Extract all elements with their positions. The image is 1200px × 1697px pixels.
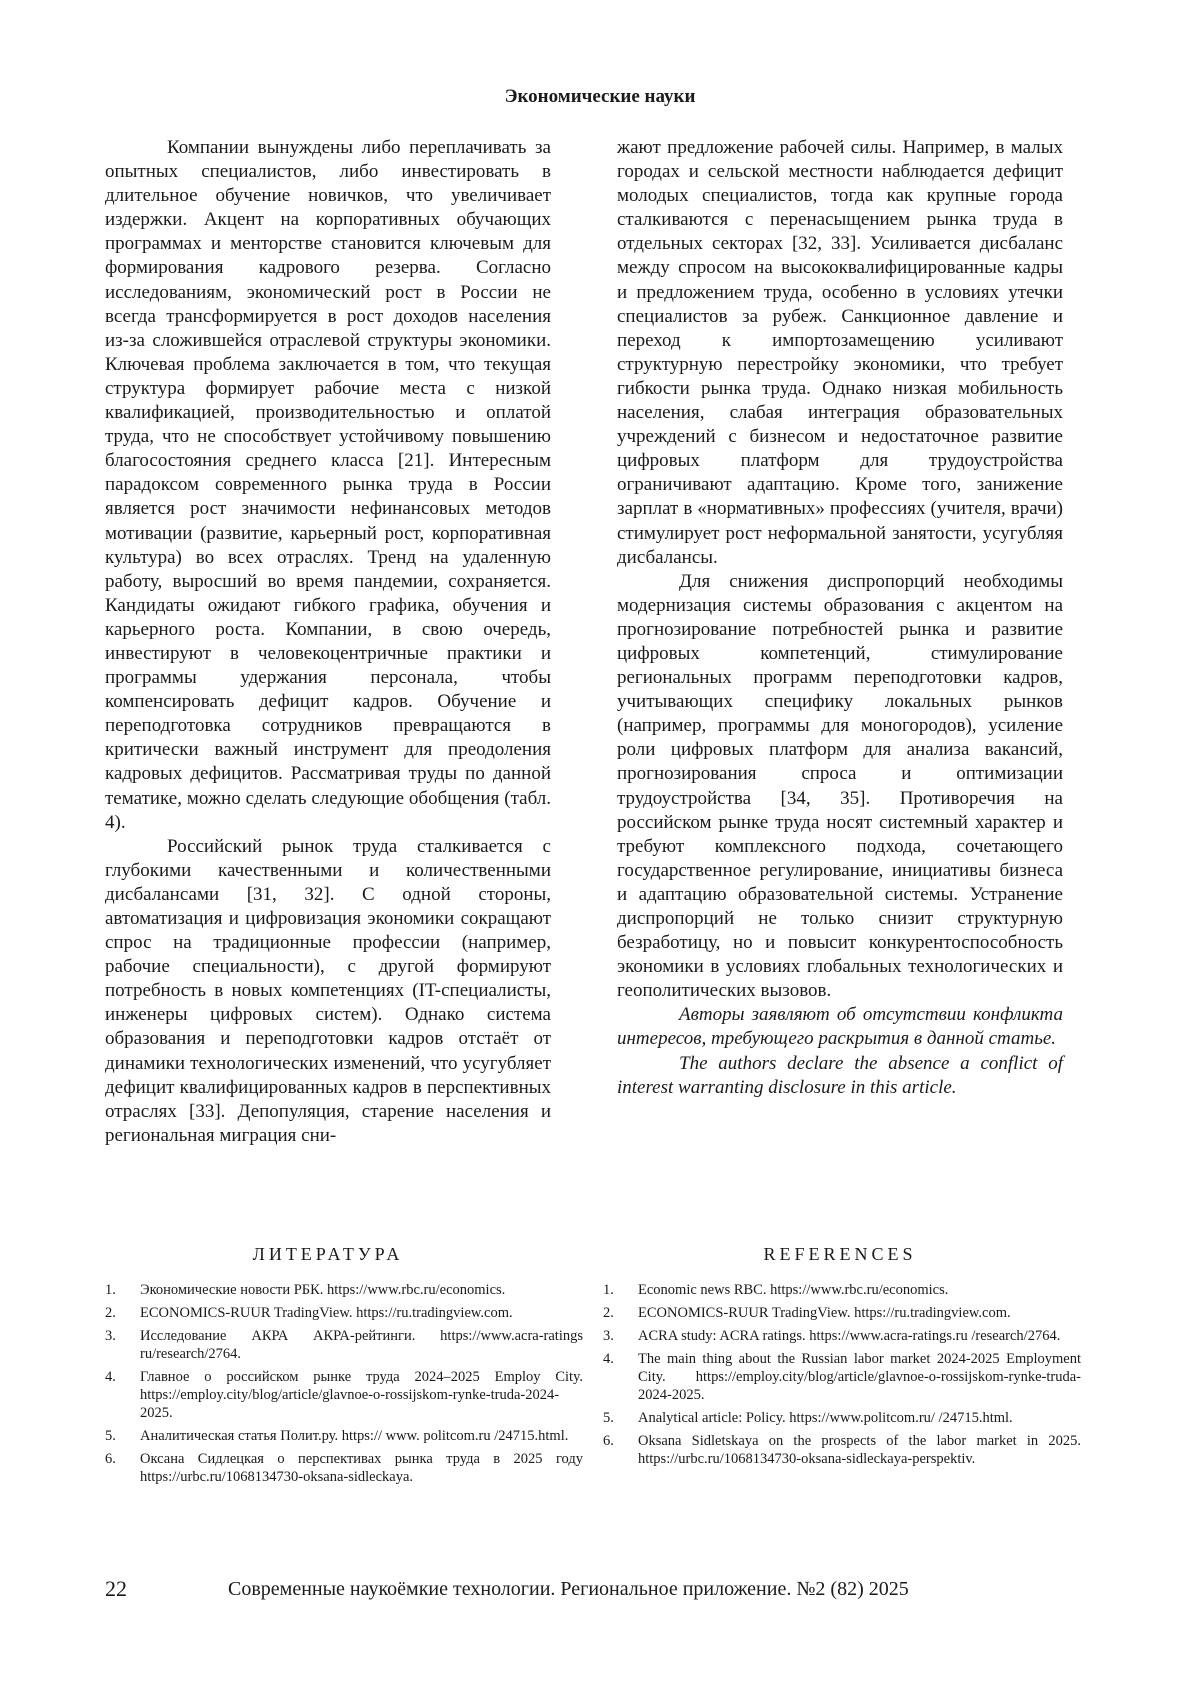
literature-item-text: Главное о российском рынке труда 2024–2025 Employ City. https://employ.city/blog/article/glavnoe-o-rossijskom-rynke-truda-2024-2025. [140, 1369, 583, 1421]
literature-item-text: Исследование АКРА АКРА-рейтинги. https://www.acra-ratings ru/research/2764. [140, 1328, 583, 1362]
reference-item-number: 6. [603, 1433, 614, 1449]
right-column [617, 136, 1063, 1100]
reference-item [603, 1304, 1081, 1322]
literature-item-text: Аналитическая статья Полит.ру. https:// www. politcom.ru /24715.html. [140, 1428, 569, 1444]
section-title: Экономические науки [504, 86, 696, 107]
literature-item [105, 1450, 583, 1486]
left-column [105, 136, 551, 1148]
reference-item-number: 3. [603, 1328, 614, 1344]
literature-item-number: 5. [105, 1428, 116, 1444]
reference-item-number: 2. [603, 1305, 614, 1321]
reference-item-text: Oksana Sidletskaya on the prospects of the labor market in 2025. https://urbc.ru/1068134730-oksana-sidleckaya-perspektiv. [638, 1433, 1081, 1467]
literature-item-number: 4. [105, 1369, 116, 1385]
reference-item [603, 1350, 1081, 1404]
reference-item [603, 1281, 1081, 1299]
reference-item [603, 1432, 1081, 1468]
literature-item-number: 6. [105, 1451, 116, 1467]
literature-item [105, 1281, 583, 1299]
reference-item-text: Analytical article: Policy. https://www.politcom.ru/ /24715.html. [638, 1410, 1013, 1426]
right-paragraph-1: жают предложение рабочей силы. Например, в малых городах и сельской местности наблюдается дефицит молодых специалистов, тогда как крупные города сталкиваются с перенасыщением рынка труда в отдельных секторах [32, 33]. Усиливается дисбаланс между спросом на высококвалифицированные кадры и предложением труда, особенно в условиях утечки специалистов за рубеж. Санкционное давление и переход к импортозамещению усиливают структурную перестройку экономики, что требует гибкости рынка труда. Однако низкая мобильность населения, слабая интеграция образовательных учреждений с бизнесом и недостаточное развитие цифровых платформ для трудоустройства ограничивают адаптацию. Кроме того, занижение зарплат в «нормативных» профессиях (учителя, врачи) стимулирует рост неформальной занятости, усугубляя дисбалансы. [617, 137, 1063, 568]
reference-item-text: ECONOMICS-RUUR TradingView. https://ru.tradingview.com. [638, 1305, 1011, 1321]
left-paragraph-1: Компании вынуждены либо переплачивать за опытных специалистов, либо инвестировать в длительное обучение новичков, что увеличивает издержки. Акцент на корпоративных обучающих программах и менторстве становится ключевым для формирования кадрового резерва. Согласно исследованиям, экономический рост в России не всегда трансформируется в рост доходов населения из-за сложившейся отраслевой структуры экономики. Ключевая проблема заключается в том, что текущая структура формирует рабочие места с низкой квалификацией, производительностью и оплатой труда, что не способствует устойчивому повышению благосостояния среднего класса [21]. Интересным парадоксом современного рынка труда в России является рост значимости нефинансовых методов мотивации (развитие, карьерный рост, корпоративная культура) во всех отраслях. Тренд на удаленную работу, выросший во время пандемии, сохраняется. Кандидаты ожидают гибкого графика, обучения и карьерного роста. Компании, в свою очередь, инвестируют в человекоцентричные практики и программы удержания персонала, чтобы компенсировать дефицит кадров. Обучение и переподготовка сотрудников превращаются в критически важный инструмент для преодоления кадровых дефицитов. Рассматривая труды по данной тематике, можно сделать следующие обобщения (табл. 4). [105, 137, 551, 833]
literature-item-number: 3. [105, 1328, 116, 1344]
literature-item-text: Экономические новости РБК. https://www.rbc.ru/economics. [140, 1282, 506, 1298]
literature-item-number: 1. [105, 1282, 116, 1298]
references-heading: REFERENCES [763, 1244, 917, 1264]
literature-item [105, 1427, 583, 1445]
literature-item-text: Оксана Сидлецкая о перспективах рынка труда в 2025 году https://urbc.ru/1068134730-oksana-sidleckaya. [140, 1451, 583, 1485]
literature-item [105, 1304, 583, 1322]
literature-list [105, 1281, 583, 1491]
literature-heading: ЛИТЕРАТУРА [252, 1244, 404, 1264]
reference-item-text: Economic news RBC. https://www.rbc.ru/economics. [638, 1282, 949, 1298]
right-paragraph-2: Для снижения диспропорций необходимы модернизация системы образования с акцентом на прогнозирование потребностей рынка и развитие цифровых компетенций, стимулирование региональных программ переподготовки кадров, учитывающих специфику локальных рынков (например, программы для моногородов), усиление роли цифровых платформ для анализа вакансий, прогнозирования спроса и оптимизации трудоустройства [34, 35]. Противоречия на российском рынке труда носят системный характер и требуют комплексного подхода, сочетающего государственное регулирование, инициативы бизнеса и адаптацию образовательной системы. Устранение диспропорций не только снизит структурную безработицу, но и повысит конкурентоспособность экономики в условиях глобальных технологических и геополитических вызовов. [617, 570, 1063, 1002]
literature-item-number: 2. [105, 1305, 116, 1321]
reference-item [603, 1327, 1081, 1345]
literature-item [105, 1368, 583, 1422]
literature-item-text: ECONOMICS-RUUR TradingView. https://ru.tradingview.com. [140, 1305, 513, 1321]
reference-item-text: ACRA study: ACRA ratings. https://www.acra-ratings.ru /research/2764. [638, 1328, 1061, 1344]
reference-item-number: 1. [603, 1282, 614, 1298]
left-paragraph-2: Российский рынок труда сталкивается с глубокими качественными и количественными дисбалансами [31, 32]. С одной стороны, автоматизация и цифровизация экономики сокращают спрос на традиционные профессии (например, рабочие специальности), с другой формируют потребность в новых компетенциях (IT-специалисты, инженеры цифровых систем). Однако система образования и переподготовки кадров отстаёт от динамики технологических изменений, что усугубляет дефицит квалифицированных кадров в перспективных отраслях [33]. Депопуляция, старение населения и региональная миграция сни- [105, 835, 551, 1146]
reference-item-number: 4. [603, 1351, 614, 1367]
reference-item [603, 1409, 1081, 1427]
reference-item-text: The main thing about the Russian labor market 2024-2025 Employment City. https://employ.city/blog/article/glavnoe-o-rossijskom-rynke-truda-2024-2025. [638, 1351, 1081, 1403]
journal-title: Современные наукоёмкие технологии. Региональное приложение. №2 (82) 2025 [228, 1578, 909, 1600]
conflict-statement-en: The authors declare the absence a conflict of interest warranting disclosure in this article. [617, 1052, 1063, 1098]
references-list [603, 1281, 1081, 1473]
reference-item-number: 5. [603, 1410, 614, 1426]
literature-item [105, 1327, 583, 1363]
conflict-statement-ru: Авторы заявляют об отсутствии конфликта интересов, требующего раскрытия в данной статье. [617, 1004, 1063, 1050]
page-number: 22 [105, 1576, 127, 1601]
